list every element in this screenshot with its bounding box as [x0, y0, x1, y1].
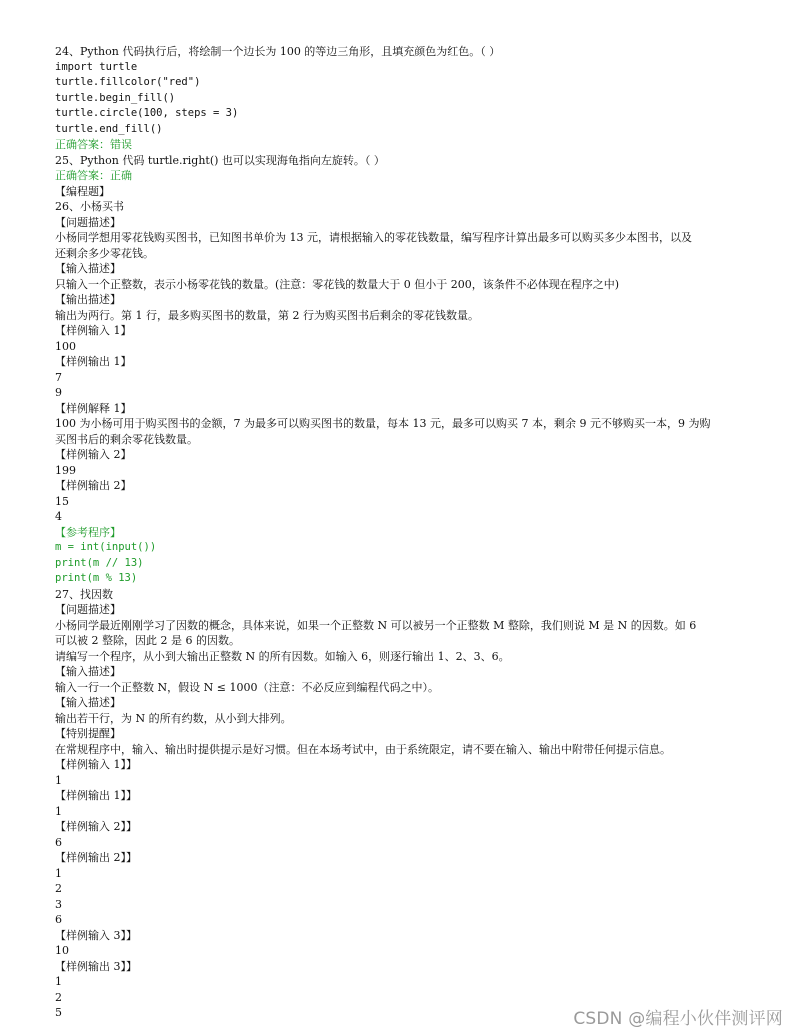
- heading-input: 【输入描述】: [55, 665, 121, 678]
- heading-input: 【输入描述】: [55, 262, 121, 275]
- sample-value: 7: [55, 370, 62, 384]
- sample-value: 1: [55, 804, 62, 818]
- heading-sample-output-3: 【样例输出 3】】: [55, 959, 137, 973]
- section-heading-programming: 【编程题】: [55, 184, 110, 198]
- q27-note: 在常规程序中，输入、输出时提供提示是好习惯。但在本场考试中，由于系统限定，请不要在输入、输出中附带任何提示信息。: [55, 742, 671, 756]
- sample-value: 2: [55, 882, 62, 895]
- heading-sample-explain-1: 【样例解释 1】: [55, 401, 132, 415]
- heading-sample-input-2: 【样例输入 2】: [55, 448, 132, 461]
- sample-value: 1: [55, 773, 62, 787]
- q26-explain-line: 100 为小杨可用于购买图书的金额，7 为最多可以购买图书的数量，每本 13 元，最多可以购买 7 本，剩余 9 元不够购买一本，9 为购: [55, 417, 711, 430]
- q26-problem-line: 小杨同学想用零花钱购买图书，已知图书单价为 13 元，请根据输入的零花钱数量，编写程序计算出最多可以购买多少本图书，以及: [55, 231, 692, 244]
- document-body: [55, 44, 745, 1021]
- q26-explain-line: 买图书后的剩余零花钱数量。: [55, 432, 198, 446]
- sample-value: 15: [55, 494, 69, 508]
- q27-problem-line: 可以被 2 整除，因此 2 是 6 的因数。: [55, 634, 240, 647]
- sample-value: 4: [55, 510, 62, 523]
- sample-value: 10: [55, 944, 69, 957]
- q27-output-desc: 输出若干行，为 N 的所有约数，从小到大排列。: [55, 711, 292, 725]
- q27-problem-line: 请编写一个程序，从小到大输出正整数 N 的所有因数。如输入 6，则逐行输出 1、2、3、6。: [55, 649, 510, 663]
- ref-code-line: print(m % 13): [55, 572, 138, 584]
- csdn-watermark: CSDN @编程小伙伴测评网: [573, 1009, 783, 1029]
- sample-value: 1: [55, 975, 62, 988]
- heading-reference-program: 【参考程序】: [55, 525, 121, 539]
- heading-problem: 【问题描述】: [55, 603, 121, 616]
- heading-output: 【输入描述】: [55, 696, 121, 709]
- ref-code-line: print(m // 13): [55, 556, 144, 569]
- heading-output: 【输出描述】: [55, 293, 121, 306]
- code-line: import turtle: [55, 60, 138, 73]
- heading-special-note: 【特别提醒】: [55, 727, 121, 740]
- q25-answer: 正确答案：正确: [55, 169, 132, 182]
- sample-value: 1: [55, 866, 62, 880]
- code-line: turtle.begin_fill(): [55, 91, 176, 104]
- sample-value: 2: [55, 990, 62, 1004]
- code-line: turtle.fillcolor("red"): [55, 76, 201, 88]
- q27-problem-line: 小杨同学最近刚刚学习了因数的概念，具体来说，如果一个正整数 N 可以被另一个正整数 M 整除，我们则说 M 是 N 的因数。如 6: [55, 618, 697, 632]
- heading-sample-output-2: 【样例输出 2】: [55, 479, 132, 492]
- heading-sample-output-1: 【样例输出 1】】: [55, 789, 137, 802]
- heading-problem: 【问题描述】: [55, 215, 121, 229]
- q25-question: 25、Python 代码 turtle.right() 也可以实现海龟指向左旋转。（ ）: [55, 153, 385, 167]
- code-line: turtle.end_fill(): [55, 122, 163, 135]
- q26-title: 26、小杨买书: [55, 200, 124, 213]
- q26-output-desc: 输出为两行。第 1 行，最多购买图书的数量，第 2 行为购买图书后剩余的零花钱数量。: [55, 308, 479, 322]
- q27-input-desc: 输入一行一个正整数 N，假设 N ≤ 1000（注意：不必反应到编程代码之中）。: [55, 680, 439, 694]
- sample-value: 9: [55, 386, 62, 399]
- q27-title: 27、找因数: [55, 587, 113, 601]
- q24-answer: 正确答案：错误: [55, 138, 132, 151]
- sample-value: 199: [55, 463, 76, 477]
- q24-question: 24、Python 代码执行后，将绘制一个边长为 100 的等边三角形，且填充颜色为红色。（ ）: [55, 45, 501, 58]
- heading-sample-output-1: 【样例输出 1】: [55, 355, 132, 368]
- ref-code-line: m = int(input()): [55, 541, 157, 553]
- heading-sample-output-2: 【样例输出 2】】: [55, 851, 137, 864]
- sample-value: 6: [55, 913, 62, 926]
- q26-problem-line: 还剩余多少零花钱。: [55, 246, 154, 260]
- heading-sample-input-3: 【样例输入 3】】: [55, 928, 137, 942]
- sample-value: 6: [55, 835, 62, 849]
- heading-sample-input-1: 【样例输入 1】: [55, 324, 132, 337]
- code-line: turtle.circle(100, steps = 3): [55, 107, 239, 119]
- sample-value: 100: [55, 339, 76, 353]
- heading-sample-input-1: 【样例输入 1】】: [55, 758, 137, 771]
- q26-input-desc: 只输入一个正整数，表示小杨零花钱的数量。(注意：零花钱的数量大于 0 但小于 200，该条件不必体现在程序之中): [55, 277, 620, 291]
- sample-value: 3: [55, 897, 62, 911]
- heading-sample-input-2: 【样例输入 2】】: [55, 820, 137, 833]
- sample-value: 5: [55, 1006, 62, 1019]
